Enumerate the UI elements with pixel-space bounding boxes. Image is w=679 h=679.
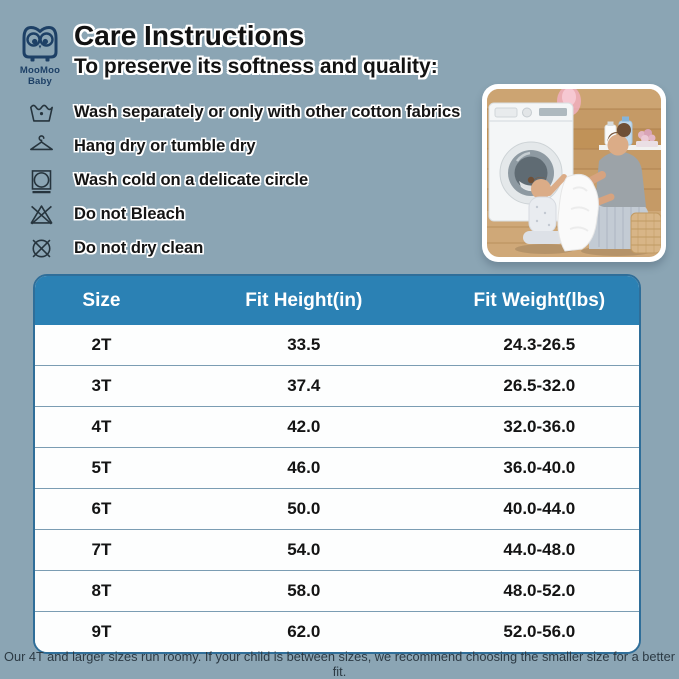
care-instruction-list: [28, 95, 460, 265]
care-item-label: Hang dry or tumble dry: [74, 136, 256, 155]
cell-weight: 40.0-44.0: [440, 488, 639, 529]
table-header-row: [35, 276, 639, 325]
cell-height: 62.0: [168, 611, 440, 652]
care-item-wash-separately: [28, 95, 460, 129]
care-item-delicate-cycle: [28, 163, 460, 197]
sizing-footnote: Our 4T and larger sizes run roomy. If your child is between sizes, we recommend choosing the smaller size for a better fit.: [4, 649, 675, 679]
care-item-label: Wash cold on a delicate circle: [74, 170, 309, 189]
cell-size: 9T: [35, 611, 168, 652]
table-row: [35, 325, 639, 365]
hanger-icon: [28, 133, 58, 160]
column-header-size: Size: [35, 276, 168, 325]
cell-weight: 44.0-48.0: [440, 529, 639, 570]
delicate-cycle-icon: [28, 167, 58, 194]
table-row: [35, 529, 639, 570]
cell-size: 4T: [35, 406, 168, 447]
table-row: [35, 488, 639, 529]
laundry-photo: [482, 84, 666, 262]
cell-weight: 24.3-26.5: [440, 325, 639, 365]
cell-weight: 48.0-52.0: [440, 570, 639, 611]
care-item-do-not-dry-clean: [28, 231, 460, 265]
do-not-bleach-icon: [28, 201, 58, 228]
table-row: [35, 447, 639, 488]
cell-height: 54.0: [168, 529, 440, 570]
cell-height: 37.4: [168, 365, 440, 406]
cell-size: 6T: [35, 488, 168, 529]
cell-weight: 26.5-32.0: [440, 365, 639, 406]
table-row: [35, 406, 639, 447]
page-subtitle: To preserve its softness and quality:: [74, 54, 438, 78]
column-header-height: Fit Height(in): [168, 276, 440, 325]
owl-icon: [15, 22, 65, 64]
cell-size: 5T: [35, 447, 168, 488]
cell-height: 46.0: [168, 447, 440, 488]
care-item-hang-dry: [28, 129, 460, 163]
care-item-label: Do not dry clean: [74, 238, 204, 257]
care-item-label: Do not Bleach: [74, 204, 185, 223]
cell-size: 8T: [35, 570, 168, 611]
size-chart-table: [33, 274, 641, 654]
cell-weight: 52.0-56.0: [440, 611, 639, 652]
cell-size: 3T: [35, 365, 168, 406]
brand-logo: [9, 22, 71, 87]
cell-height: 33.5: [168, 325, 440, 365]
cell-height: 58.0: [168, 570, 440, 611]
care-item-label: Wash separately or only with other cotton fabrics: [74, 102, 461, 121]
care-item-do-not-bleach: [28, 197, 460, 231]
cell-size: 7T: [35, 529, 168, 570]
washtub-icon: [28, 99, 58, 126]
page-title: Care Instructions: [74, 20, 305, 51]
laundry-photo-illustration: [487, 89, 661, 257]
cell-weight: 36.0-40.0: [440, 447, 639, 488]
brand-name: MooMoo Baby: [19, 65, 61, 87]
cell-height: 50.0: [168, 488, 440, 529]
table-row: [35, 611, 639, 652]
table-row: [35, 365, 639, 406]
table-row: [35, 570, 639, 611]
cell-height: 42.0: [168, 406, 440, 447]
cell-size: 2T: [35, 325, 168, 365]
cell-weight: 32.0-36.0: [440, 406, 639, 447]
do-not-dry-clean-icon: [28, 235, 58, 262]
column-header-weight: Fit Weight(lbs): [440, 276, 639, 325]
